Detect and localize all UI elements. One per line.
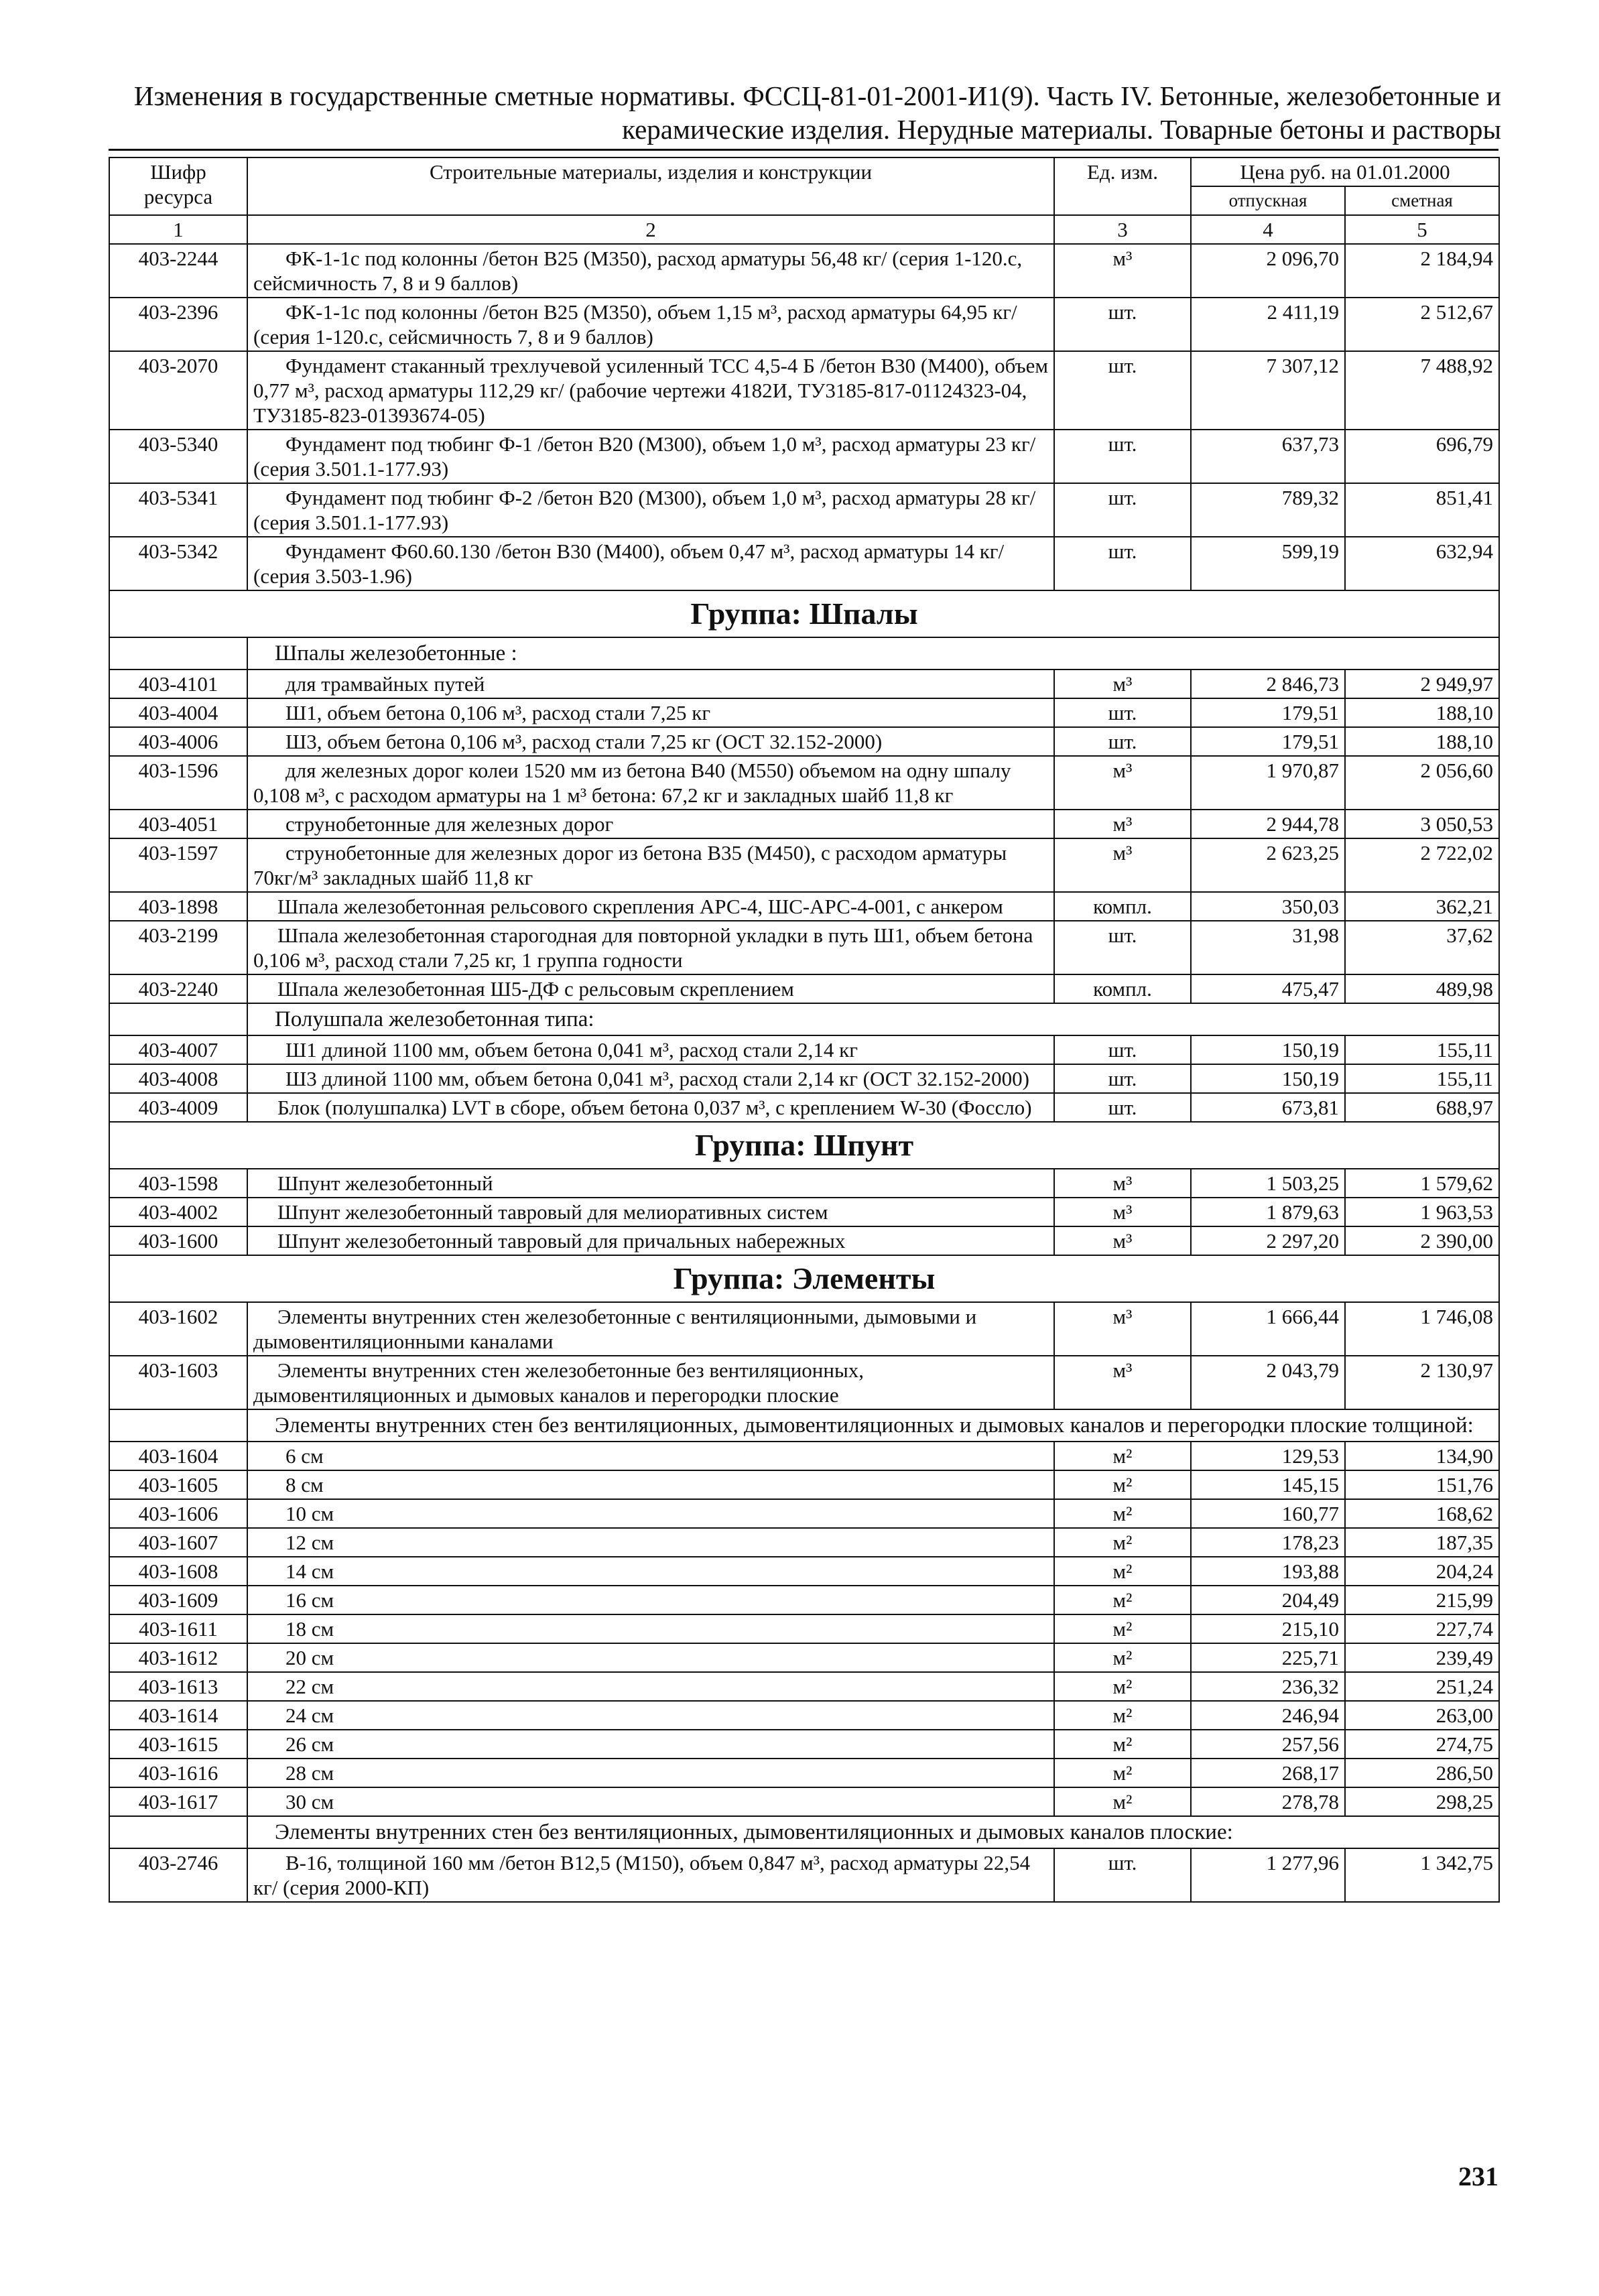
item-description: 22 см xyxy=(247,1672,1054,1701)
estimate-price: 1 342,75 xyxy=(1345,1848,1499,1902)
item-unit: шт. xyxy=(1054,430,1191,483)
release-price: 179,51 xyxy=(1191,698,1345,727)
col-number: 3 xyxy=(1054,215,1191,244)
item-unit: шт. xyxy=(1054,698,1191,727)
release-price: 789,32 xyxy=(1191,483,1345,537)
release-price: 475,47 xyxy=(1191,974,1345,1003)
release-price: 129,53 xyxy=(1191,1442,1345,1470)
table-row xyxy=(109,1499,1499,1528)
release-price: 2 411,19 xyxy=(1191,298,1345,351)
subheading-code-cell xyxy=(109,1816,247,1848)
resource-code: 403-1614 xyxy=(109,1701,247,1730)
item-description: Фундамент под тюбинг Ф-1 /бетон В20 (М300), объем 1,0 м³, расход арматуры 23 кг/ (серия 3.501.1-177.93) xyxy=(247,430,1054,483)
release-price: 278,78 xyxy=(1191,1787,1345,1816)
table-row xyxy=(109,298,1499,351)
release-price: 268,17 xyxy=(1191,1759,1345,1787)
estimate-price: 362,21 xyxy=(1345,892,1499,921)
item-unit: м³ xyxy=(1054,244,1191,298)
resource-code: 403-4002 xyxy=(109,1198,247,1226)
release-price: 599,19 xyxy=(1191,537,1345,590)
table-row xyxy=(109,1586,1499,1614)
release-price: 145,15 xyxy=(1191,1470,1345,1499)
estimate-price: 134,90 xyxy=(1345,1442,1499,1470)
item-unit: шт. xyxy=(1054,483,1191,537)
item-description: ФК-1-1с под колонны /бетон В25 (М350), объем 1,15 м³, расход арматуры 64,95 кг/ (серия 1-120.с, сейсмичность 7, 8 и 9 баллов) xyxy=(247,298,1054,351)
resource-code: 403-2396 xyxy=(109,298,247,351)
release-price: 150,19 xyxy=(1191,1035,1345,1064)
item-description: 16 см xyxy=(247,1586,1054,1614)
release-price: 2 043,79 xyxy=(1191,1356,1345,1409)
subheading-row xyxy=(109,1409,1499,1442)
subheading-code-cell xyxy=(109,1409,247,1442)
release-price: 204,49 xyxy=(1191,1586,1345,1614)
item-description: 26 см xyxy=(247,1730,1054,1759)
subheading: Шпалы железобетонные : xyxy=(247,637,1499,669)
estimate-price: 155,11 xyxy=(1345,1035,1499,1064)
release-price: 160,77 xyxy=(1191,1499,1345,1528)
estimate-price: 168,62 xyxy=(1345,1499,1499,1528)
item-description: Ш1 длиной 1100 мм, объем бетона 0,041 м³, расход стали 2,14 кг xyxy=(247,1035,1054,1064)
table-header-row xyxy=(109,157,1499,186)
table-body xyxy=(109,244,1499,1902)
release-price: 246,94 xyxy=(1191,1701,1345,1730)
table-row xyxy=(109,974,1499,1003)
estimate-price: 2 184,94 xyxy=(1345,244,1499,298)
group-heading-row xyxy=(109,1255,1499,1302)
release-price: 31,98 xyxy=(1191,921,1345,974)
table-row xyxy=(109,756,1499,810)
estimate-price: 187,35 xyxy=(1345,1528,1499,1557)
estimate-price: 155,11 xyxy=(1345,1064,1499,1093)
item-unit: шт. xyxy=(1054,1035,1191,1064)
estimate-price: 298,25 xyxy=(1345,1787,1499,1816)
resource-code: 403-4006 xyxy=(109,727,247,756)
resource-code: 403-1596 xyxy=(109,756,247,810)
estimate-price: 1 579,62 xyxy=(1345,1169,1499,1198)
item-unit: м² xyxy=(1054,1499,1191,1528)
resource-code: 403-1605 xyxy=(109,1470,247,1499)
resource-code: 403-1612 xyxy=(109,1643,247,1672)
resource-code: 403-2199 xyxy=(109,921,247,974)
item-description: В-16, толщиной 160 мм /бетон В12,5 (М150), объем 0,847 м³, расход арматуры 22,54 кг/ (серия 2000-КП) xyxy=(247,1848,1054,1902)
table-row xyxy=(109,351,1499,430)
item-unit: шт. xyxy=(1054,351,1191,430)
header-rule xyxy=(109,149,1498,151)
group-heading: Группа: Шпунт xyxy=(109,1122,1499,1169)
item-unit: м² xyxy=(1054,1701,1191,1730)
item-description: Шпунт железобетонный xyxy=(247,1169,1054,1198)
item-unit: м² xyxy=(1054,1442,1191,1470)
item-description: 8 см xyxy=(247,1470,1054,1499)
resource-code: 403-1613 xyxy=(109,1672,247,1701)
release-price: 179,51 xyxy=(1191,727,1345,756)
item-description: для железных дорог колеи 1520 мм из бетона В40 (М550) объемом на одну шпалу 0,108 м³, с расходом арматуры на 1 м³ бетона: 67,2 кг и закладных шайб 11,8 кг xyxy=(247,756,1054,810)
page-number: 231 xyxy=(1458,2161,1498,2191)
estimate-price: 2 130,97 xyxy=(1345,1356,1499,1409)
estimate-price: 37,62 xyxy=(1345,921,1499,974)
table-row xyxy=(109,1730,1499,1759)
item-unit: шт. xyxy=(1054,1064,1191,1093)
table-row xyxy=(109,1035,1499,1064)
item-unit: компл. xyxy=(1054,974,1191,1003)
release-price: 2 096,70 xyxy=(1191,244,1345,298)
estimate-price: 1 746,08 xyxy=(1345,1302,1499,1356)
estimate-price: 251,24 xyxy=(1345,1672,1499,1701)
item-description: Шпала железобетонная старогодная для повторной укладки в путь Ш1, объем бетона 0,106 м³, расход стали 7,25 кг, 1 группа годности xyxy=(247,921,1054,974)
item-unit: м² xyxy=(1054,1759,1191,1787)
item-unit: м³ xyxy=(1054,838,1191,892)
resource-code: 403-1598 xyxy=(109,1169,247,1198)
resource-code: 403-2746 xyxy=(109,1848,247,1902)
group-heading: Группа: Шпалы xyxy=(109,590,1499,637)
release-price: 637,73 xyxy=(1191,430,1345,483)
release-price: 2 846,73 xyxy=(1191,669,1345,698)
estimate-price: 3 050,53 xyxy=(1345,810,1499,838)
resource-code: 403-1617 xyxy=(109,1787,247,1816)
estimate-price: 1 963,53 xyxy=(1345,1198,1499,1226)
item-description: 10 см xyxy=(247,1499,1054,1528)
item-description: 20 см xyxy=(247,1643,1054,1672)
resource-code: 403-5340 xyxy=(109,430,247,483)
table-row xyxy=(109,838,1499,892)
release-price: 673,81 xyxy=(1191,1093,1345,1122)
estimate-price: 2 512,67 xyxy=(1345,298,1499,351)
table-row xyxy=(109,1787,1499,1816)
table-row xyxy=(109,1442,1499,1470)
release-price: 225,71 xyxy=(1191,1643,1345,1672)
subheading-code-cell xyxy=(109,637,247,669)
resource-code: 403-1611 xyxy=(109,1614,247,1643)
item-description: Фундамент под тюбинг Ф-2 /бетон В20 (М300), объем 1,0 м³, расход арматуры 28 кг/ (серия 3.501.1-177.93) xyxy=(247,483,1054,537)
header-release: отпускная xyxy=(1191,186,1345,215)
resource-code: 403-1606 xyxy=(109,1499,247,1528)
item-unit: шт. xyxy=(1054,727,1191,756)
resource-code: 403-1600 xyxy=(109,1226,247,1255)
resource-code: 403-2070 xyxy=(109,351,247,430)
item-description: 18 см xyxy=(247,1614,1054,1643)
estimate-price: 489,98 xyxy=(1345,974,1499,1003)
header-estimate: сметная xyxy=(1345,186,1499,215)
item-unit: м³ xyxy=(1054,1169,1191,1198)
header-price: Цена руб. на 01.01.2000 xyxy=(1191,157,1499,186)
release-price: 2 297,20 xyxy=(1191,1226,1345,1255)
subheading: Полушпала железобетонная типа: xyxy=(247,1003,1499,1035)
release-price: 236,32 xyxy=(1191,1672,1345,1701)
item-unit: шт. xyxy=(1054,1848,1191,1902)
release-price: 1 666,44 xyxy=(1191,1302,1345,1356)
table-row xyxy=(109,430,1499,483)
resource-code: 403-4008 xyxy=(109,1064,247,1093)
item-description: для трамвайных путей xyxy=(247,669,1054,698)
subheading: Элементы внутренних стен без вентиляционных, дымовентиляционных и дымовых каналов плоские: xyxy=(247,1816,1499,1848)
release-price: 1 277,96 xyxy=(1191,1848,1345,1902)
table-row xyxy=(109,1643,1499,1672)
header-line-1: Изменения в государственные сметные нормативы. ФССЦ-81-01-2001-И1(9). Часть IV. Бетонные, железобетонные и xyxy=(133,80,1501,111)
item-unit: м² xyxy=(1054,1614,1191,1643)
release-price: 350,03 xyxy=(1191,892,1345,921)
item-description: Ш3 длиной 1100 мм, объем бетона 0,041 м³, расход стали 2,14 кг (ОСТ 32.152-2000) xyxy=(247,1064,1054,1093)
estimate-price: 2 722,02 xyxy=(1345,838,1499,892)
subheading-code-cell xyxy=(109,1003,247,1035)
resource-code: 403-5341 xyxy=(109,483,247,537)
item-description: 28 см xyxy=(247,1759,1054,1787)
table-row xyxy=(109,1356,1499,1409)
item-unit: м³ xyxy=(1054,1226,1191,1255)
resource-code: 403-2240 xyxy=(109,974,247,1003)
resource-code: 403-1608 xyxy=(109,1557,247,1586)
item-unit: шт. xyxy=(1054,1093,1191,1122)
item-description: 24 см xyxy=(247,1701,1054,1730)
price-table xyxy=(109,157,1500,1903)
subheading: Элементы внутренних стен без вентиляционных, дымовентиляционных и дымовых каналов и перегородки плоские толщиной: xyxy=(247,1409,1499,1442)
release-price: 193,88 xyxy=(1191,1557,1345,1586)
header-unit: Ед. изм. xyxy=(1054,157,1191,215)
item-unit: м² xyxy=(1054,1643,1191,1672)
item-description: 30 см xyxy=(247,1787,1054,1816)
item-description: струнобетонные для железных дорог из бетона В35 (М450), с расходом арматуры 70кг/м³ закладных шайб 11,8 кг xyxy=(247,838,1054,892)
estimate-price: 2 949,97 xyxy=(1345,669,1499,698)
table-row xyxy=(109,669,1499,698)
resource-code: 403-1602 xyxy=(109,1302,247,1356)
estimate-price: 2 390,00 xyxy=(1345,1226,1499,1255)
release-price: 1 879,63 xyxy=(1191,1198,1345,1226)
estimate-price: 151,76 xyxy=(1345,1470,1499,1499)
item-description: Ш1, объем бетона 0,106 м³, расход стали 7,25 кг xyxy=(247,698,1054,727)
item-description: Шпунт железобетонный тавровый для мелиоративных систем xyxy=(247,1198,1054,1226)
release-price: 150,19 xyxy=(1191,1064,1345,1093)
group-heading: Группа: Элементы xyxy=(109,1255,1499,1302)
table-row xyxy=(109,1759,1499,1787)
estimate-price: 2 056,60 xyxy=(1345,756,1499,810)
table-row xyxy=(109,727,1499,756)
item-description: 14 см xyxy=(247,1557,1054,1586)
estimate-price: 696,79 xyxy=(1345,430,1499,483)
estimate-price: 239,49 xyxy=(1345,1643,1499,1672)
column-number-row xyxy=(109,215,1499,244)
table-row xyxy=(109,810,1499,838)
resource-code: 403-1607 xyxy=(109,1528,247,1557)
estimate-price: 7 488,92 xyxy=(1345,351,1499,430)
table-row xyxy=(109,1198,1499,1226)
subheading-row xyxy=(109,1003,1499,1035)
item-description: Ш3, объем бетона 0,106 м³, расход стали 7,25 кг (ОСТ 32.152-2000) xyxy=(247,727,1054,756)
release-price: 257,56 xyxy=(1191,1730,1345,1759)
item-description: Элементы внутренних стен железобетонные с вентиляционными, дымовыми и дымовентиляционными каналами xyxy=(247,1302,1054,1356)
release-price: 2 944,78 xyxy=(1191,810,1345,838)
release-price: 1 503,25 xyxy=(1191,1169,1345,1198)
item-unit: компл. xyxy=(1054,892,1191,921)
resource-code: 403-5342 xyxy=(109,537,247,590)
table-row xyxy=(109,1093,1499,1122)
resource-code: 403-1615 xyxy=(109,1730,247,1759)
table-row xyxy=(109,1701,1499,1730)
resource-code: 403-1616 xyxy=(109,1759,247,1787)
table-row xyxy=(109,1614,1499,1643)
page-header xyxy=(107,79,1501,146)
item-description: 12 см xyxy=(247,1528,1054,1557)
estimate-price: 188,10 xyxy=(1345,698,1499,727)
resource-code: 403-4009 xyxy=(109,1093,247,1122)
table-row xyxy=(109,892,1499,921)
item-unit: м² xyxy=(1054,1470,1191,1499)
item-unit: м² xyxy=(1054,1528,1191,1557)
header-code: Шифр ресурса xyxy=(109,157,247,215)
resource-code: 403-1604 xyxy=(109,1442,247,1470)
item-description: ФК-1-1с под колонны /бетон В25 (М350), расход арматуры 56,48 кг/ (серия 1-120.с, сейсмичность 7, 8 и 9 баллов) xyxy=(247,244,1054,298)
col-number: 2 xyxy=(247,215,1054,244)
table-row xyxy=(109,1169,1499,1198)
estimate-price: 286,50 xyxy=(1345,1759,1499,1787)
resource-code: 403-1609 xyxy=(109,1586,247,1614)
item-description: Фундамент Ф60.60.130 /бетон В30 (М400), объем 0,47 м³, расход арматуры 14 кг/ (серия 3.503-1.96) xyxy=(247,537,1054,590)
table-row xyxy=(109,1226,1499,1255)
item-unit: шт. xyxy=(1054,298,1191,351)
item-description: Элементы внутренних стен железобетонные без вентиляционных, дымовентиляционных и дымовых каналов и перегородки плоские xyxy=(247,1356,1054,1409)
subheading-row xyxy=(109,637,1499,669)
item-unit: м² xyxy=(1054,1586,1191,1614)
item-unit: м³ xyxy=(1054,1302,1191,1356)
item-unit: м² xyxy=(1054,1557,1191,1586)
item-unit: м² xyxy=(1054,1730,1191,1759)
table-row xyxy=(109,1557,1499,1586)
resource-code: 403-4051 xyxy=(109,810,247,838)
release-price: 178,23 xyxy=(1191,1528,1345,1557)
item-description: Шпала железобетонная рельсового скрепления АРС-4, ШС-АРС-4-001, с анкером xyxy=(247,892,1054,921)
resource-code: 403-4101 xyxy=(109,669,247,698)
item-unit: м³ xyxy=(1054,1356,1191,1409)
table-row xyxy=(109,483,1499,537)
header-name: Строительные материалы, изделия и конструкции xyxy=(247,157,1054,215)
release-price: 2 623,25 xyxy=(1191,838,1345,892)
item-description: струнобетонные для железных дорог xyxy=(247,810,1054,838)
table-row xyxy=(109,1302,1499,1356)
estimate-price: 274,75 xyxy=(1345,1730,1499,1759)
estimate-price: 263,00 xyxy=(1345,1701,1499,1730)
subheading-row xyxy=(109,1816,1499,1848)
item-unit: м² xyxy=(1054,1672,1191,1701)
resource-code: 403-4004 xyxy=(109,698,247,727)
estimate-price: 204,24 xyxy=(1345,1557,1499,1586)
estimate-price: 188,10 xyxy=(1345,727,1499,756)
item-unit: м³ xyxy=(1054,1198,1191,1226)
item-unit: м³ xyxy=(1054,669,1191,698)
table-row xyxy=(109,1470,1499,1499)
header-line-2: керамические изделия. Нерудные материалы. Товарные бетоны и растворы xyxy=(622,114,1501,145)
release-price: 215,10 xyxy=(1191,1614,1345,1643)
release-price: 7 307,12 xyxy=(1191,351,1345,430)
item-unit: м³ xyxy=(1054,810,1191,838)
col-number: 4 xyxy=(1191,215,1345,244)
item-unit: шт. xyxy=(1054,537,1191,590)
item-unit: м³ xyxy=(1054,756,1191,810)
table-row xyxy=(109,244,1499,298)
resource-code: 403-4007 xyxy=(109,1035,247,1064)
table-row xyxy=(109,1672,1499,1701)
item-unit: шт. xyxy=(1054,921,1191,974)
item-description: Шпала железобетонная Ш5-ДФ с рельсовым скреплением xyxy=(247,974,1054,1003)
table-row xyxy=(109,1848,1499,1902)
table-row xyxy=(109,1064,1499,1093)
item-description: Шпунт железобетонный тавровый для причальных набережных xyxy=(247,1226,1054,1255)
resource-code: 403-2244 xyxy=(109,244,247,298)
col-number: 5 xyxy=(1345,215,1499,244)
item-description: 6 см xyxy=(247,1442,1054,1470)
item-description: Блок (полушпалка) LVT в сборе, объем бетона 0,037 м³, с креплением W-30 (Фоссло) xyxy=(247,1093,1054,1122)
estimate-price: 688,97 xyxy=(1345,1093,1499,1122)
table-row xyxy=(109,1528,1499,1557)
group-heading-row xyxy=(109,1122,1499,1169)
estimate-price: 632,94 xyxy=(1345,537,1499,590)
estimate-price: 851,41 xyxy=(1345,483,1499,537)
resource-code: 403-1597 xyxy=(109,838,247,892)
col-number: 1 xyxy=(109,215,247,244)
estimate-price: 215,99 xyxy=(1345,1586,1499,1614)
table-row xyxy=(109,537,1499,590)
resource-code: 403-1898 xyxy=(109,892,247,921)
release-price: 1 970,87 xyxy=(1191,756,1345,810)
table-row xyxy=(109,698,1499,727)
item-description: Фундамент стаканный трехлучевой усиленный ТСС 4,5-4 Б /бетон В30 (М400), объем 0,77 м³, расход арматуры 112,29 кг/ (рабочие чертежи 4182И, ТУ3185-817-01124323-04, ТУ3185-823-01393674-05) xyxy=(247,351,1054,430)
group-heading-row xyxy=(109,590,1499,637)
item-unit: м² xyxy=(1054,1787,1191,1816)
resource-code: 403-1603 xyxy=(109,1356,247,1409)
estimate-price: 227,74 xyxy=(1345,1614,1499,1643)
table-row xyxy=(109,921,1499,974)
